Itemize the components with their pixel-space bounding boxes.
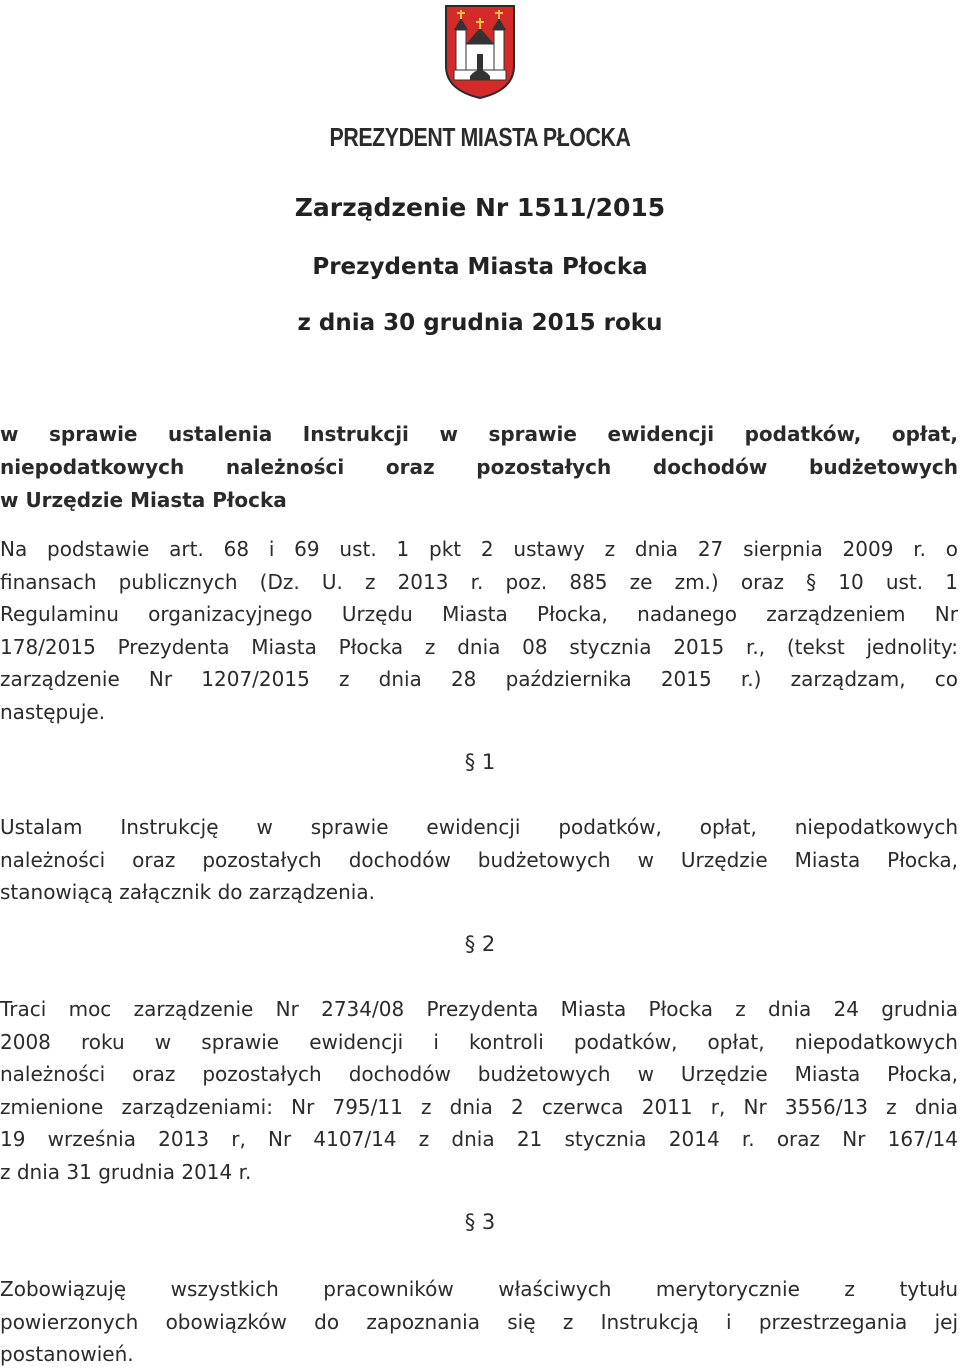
subject-line: w sprawie ustalenia Instrukcji w sprawie ewidencji podatków, opłat, (0, 422, 958, 446)
paragraph-line: 178/2015 Prezydenta Miasta Płocka z dnia 08 stycznia 2015 r., (tekst jednolity: (0, 634, 958, 659)
paragraph-line: powierzonych obowiązków do zapoznania się z Instrukcją i przestrzegania jej (0, 1309, 958, 1334)
paragraph-line: Zobowiązuję wszystkich pracowników właściwych merytorycznie z tytułu (0, 1277, 958, 1301)
paragraph-line: zmienione zarządzeniami: Nr 795/11 z dnia 2 czerwca 2011 r, Nr 3556/13 z dnia (0, 1094, 958, 1119)
document-issuer: Prezydenta Miasta Płocka (312, 254, 648, 280)
issuer-brand: PREZYDENT MIASTA PŁOCKA (329, 122, 631, 152)
paragraph-line: stanowiącą załącznik do zarządzenia. (0, 880, 375, 904)
paragraph-line: finansach publicznych (Dz. U. z 2013 r. poz. 885 ze zm.) oraz § 10 ust. 1 (0, 569, 958, 594)
coat-of-arms-icon (444, 4, 516, 100)
paragraph-line: 19 września 2013 r, Nr 4107/14 z dnia 21 stycznia 2014 r. oraz Nr 167/14 (0, 1127, 958, 1151)
section-3-paragraph (0, 1273, 958, 1371)
document-subject (0, 418, 958, 517)
paragraph-line: zarządzenie Nr 1207/2015 z dnia 28 października 2015 r.) zarządzam, co (0, 667, 958, 691)
paragraph-line: Traci moc zarządzenie Nr 2734/08 Prezydenta Miasta Płocka z dnia 24 grudnia (0, 997, 958, 1021)
paragraph-line: następuje. (0, 699, 106, 724)
paragraph-line: Na podstawie art. 68 i 69 ust. 1 pkt 2 ustawy z dnia 27 sierpnia 2009 r. o (0, 537, 958, 561)
paragraph-line: Regulaminu organizacyjnego Urzędu Miasta Płocka, nadanego zarządzeniem Nr (0, 602, 958, 626)
section-heading-3: § 3 (464, 1210, 496, 1234)
subject-line: niepodatkowych należności oraz pozostałych dochodów budżetowych (0, 455, 958, 479)
paragraph-line: Ustalam Instrukcję w sprawie ewidencji podatków, opłat, niepodatkowych (0, 815, 958, 839)
section-2-paragraph (0, 993, 958, 1188)
paragraph-line: należności oraz pozostałych dochodów budżetowych w Urzędzie Miasta Płocka, (0, 1062, 958, 1086)
legal-basis-paragraph (0, 533, 958, 728)
section-heading-1: § 1 (464, 750, 496, 774)
document-title: Zarządzenie Nr 1511/2015 (294, 193, 666, 222)
document-date: z dnia 30 grudnia 2015 roku (297, 310, 663, 336)
subject-line: w Urzędzie Miasta Płocka (0, 488, 287, 512)
paragraph-line: należności oraz pozostałych dochodów budżetowych w Urzędzie Miasta Płocka, (0, 847, 958, 872)
section-1-paragraph (0, 811, 958, 909)
paragraph-line: postanowień. (0, 1342, 134, 1366)
paragraph-line: z dnia 31 grudnia 2014 r. (0, 1159, 252, 1184)
paragraph-line: 2008 roku w sprawie ewidencji i kontroli podatków, opłat, niepodatkowych (0, 1029, 958, 1054)
section-heading-2: § 2 (464, 932, 496, 956)
